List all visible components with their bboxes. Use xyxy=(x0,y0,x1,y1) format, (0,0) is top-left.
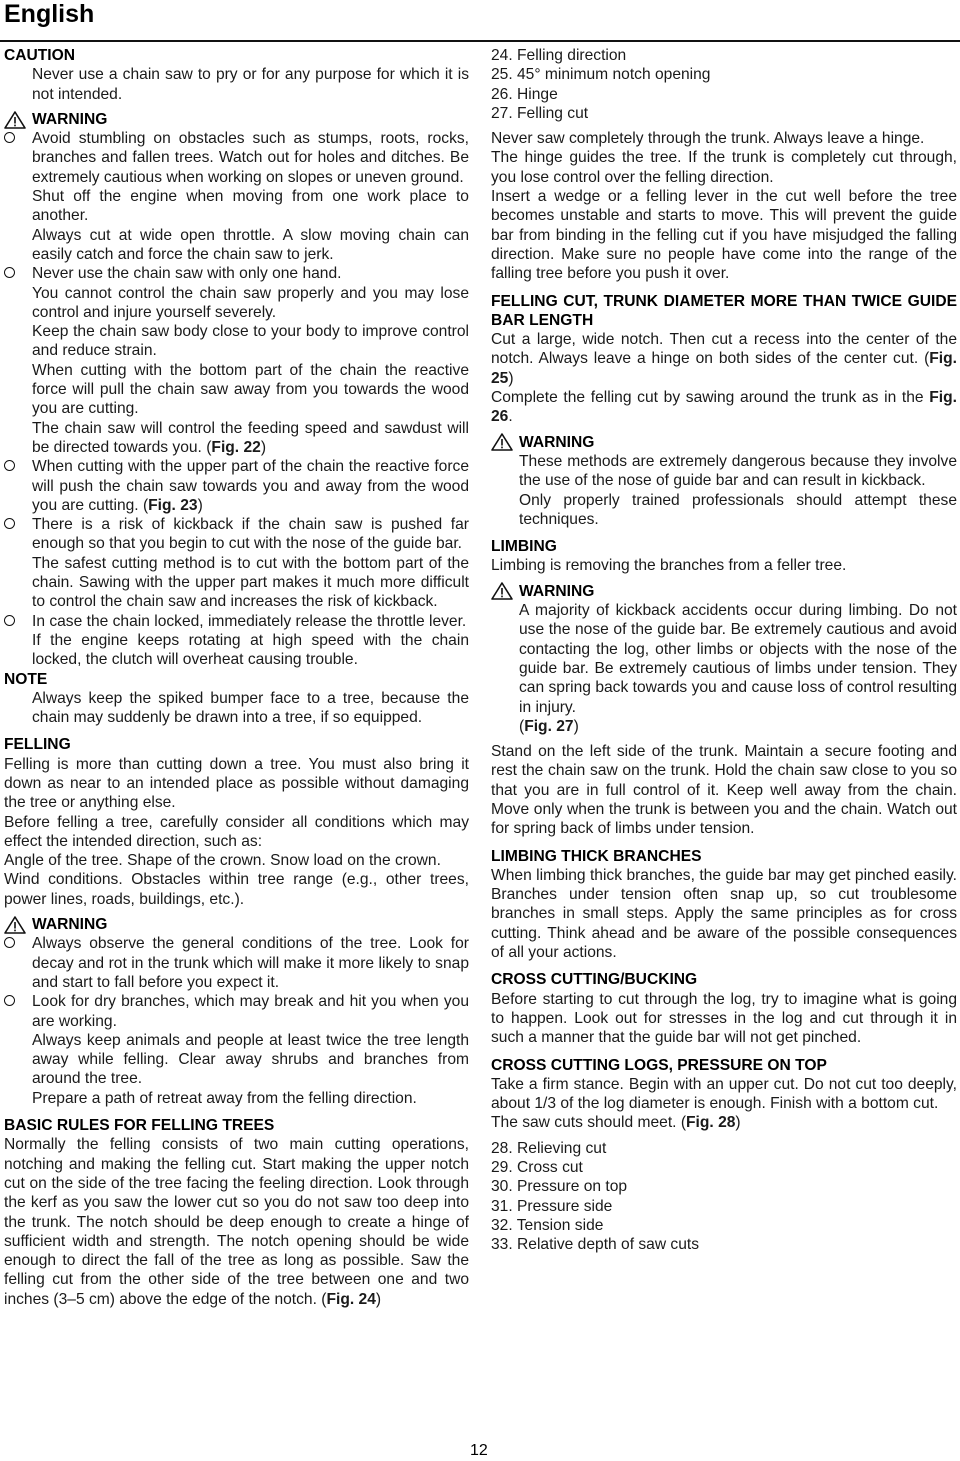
limbing-thick-heading: LIMBING THICK BRANCHES xyxy=(491,847,702,865)
paragraph: The safest cutting method is to cut with the bottom part of the chain. Sawing with the upper part makes it much more difficult to control the chain saw and increases the risk of kickback. xyxy=(32,554,469,611)
bullet-item: There is a risk of kickback if the chain saw is pushed far enough so that you begin to cut with the nose of the guide bar. xyxy=(4,515,469,554)
warning-triangle-icon xyxy=(4,916,26,934)
paragraph: Always keep animals and people at least twice the tree length away while felling. Clear away shrubs and branches from around the tree. xyxy=(32,1031,469,1088)
note-heading: NOTE xyxy=(4,670,48,688)
paragraph: Only properly trained professionals should attempt these techniques. xyxy=(519,491,957,528)
pressure-on-top-heading: CROSS CUTTING LOGS, PRESSURE ON TOP xyxy=(491,1056,827,1074)
list-item: 27. Felling cut xyxy=(491,104,589,122)
bullet-item: Always observe the general conditions of the tree. Look for decay and rot in the trunk which will make it more likely to snap and start to fall before you expect it. xyxy=(4,934,469,992)
felling-heading: FELLING xyxy=(4,736,71,754)
paragraph: Take a firm stance. Begin with an upper cut. Do not cut too deeply, about 1/3 of the log diameter is enough. Finish with a bottom cut. xyxy=(491,1075,957,1113)
paragraph: Stand on the left side of the trunk. Maintain a secure footing and rest the chain saw on the trunk. Hold the chain saw close to you so that you are in full control of it. Keep well away from the chain. Move only when the trunk is between you and the chain. Watch out for spring back of limbs under tension. xyxy=(491,743,957,838)
list-item: 26. Hinge xyxy=(491,85,558,103)
paragraph: If the engine keeps rotating at high speed with the chain locked, the clutch will overheat causing trouble. xyxy=(32,631,469,669)
cross-cutting-heading: CROSS CUTTING/BUCKING xyxy=(491,971,698,989)
list-item: 32. Tension side xyxy=(491,1216,604,1234)
paragraph: Keep the chain saw body close to your body to improve control and reduce strain. xyxy=(32,323,469,360)
list-item: 31. Pressure side xyxy=(491,1197,613,1215)
list-item: 24. Felling direction xyxy=(491,47,627,64)
note-text: Always keep the spiked bumper face to a tree, because the chain may suddenly be drawn into a tree, if so equipped. xyxy=(32,689,469,727)
left-column xyxy=(4,46,469,1309)
caution-heading: CAUTION xyxy=(4,47,76,64)
warning-label: WARNING xyxy=(519,582,595,600)
paragraph: Prepare a path of retreat away from the felling direction. xyxy=(32,1089,417,1107)
paragraph: Insert a wedge or a felling lever in the cut well before the tree becomes unstable and starts to move. This will prevent the guide bar from binding in the felling cut if you have misjudged the falling direction. Make sure no people have come into the range of the falling tree before you push it over. xyxy=(491,188,957,283)
figure-reference: Fig. 24 xyxy=(326,1290,376,1308)
paragraph: Never saw completely through the trunk. Always leave a hinge. xyxy=(491,130,925,148)
list-item: 29. Cross cut xyxy=(491,1159,583,1177)
warning-triangle-icon xyxy=(491,582,513,600)
paragraph: The chain saw will control the feeding speed and sawdust will be directed towards you. (Fig. 22) xyxy=(32,419,469,456)
paragraph: Always cut at wide open throttle. A slow moving chain can easily catch and force the chain saw to jerk. xyxy=(32,226,469,263)
list-item: 25. 45° minimum notch opening xyxy=(491,66,711,84)
bullet-item: In case the chain locked, immediately release the throttle lever. xyxy=(4,612,469,631)
basic-rules-heading: BASIC RULES FOR FELLING TREES xyxy=(4,1117,275,1135)
bullet-item: Never use the chain saw with only one hand. xyxy=(4,264,469,283)
bullet-item: Look for dry branches, which may break and hit you when you are working. xyxy=(4,992,469,1031)
figure-reference: Fig. 25 xyxy=(491,350,957,387)
warning-heading xyxy=(4,915,469,934)
figure-reference: Fig. 26 xyxy=(491,389,957,426)
paragraph: When cutting with the bottom part of the chain the reactive force will pull the chain saw away from you towards the wood you are cutting. xyxy=(32,361,469,418)
paragraph: (Fig. 27) xyxy=(519,717,579,735)
paragraph: Wind conditions. Obstacles within tree range (e.g., other trees, power lines, roads, buildings, etc.). xyxy=(4,871,469,908)
page-header xyxy=(0,0,960,42)
warning-label: WARNING xyxy=(519,433,595,451)
paragraph: The saw cuts should meet. (Fig. 28) xyxy=(491,1114,741,1132)
warning-heading xyxy=(4,110,469,129)
warning-triangle-icon xyxy=(491,433,513,451)
warning-triangle-icon xyxy=(4,111,26,129)
page-number: 12 xyxy=(470,1442,488,1459)
paragraph: Felling is more than cutting down a tree. You must also bring it down as near to an intended place as possible without damaging the tree or anything else. xyxy=(4,755,469,812)
paragraph: Before starting to cut through the log, try to imagine what is going to happen. Look out for stresses in the log and cut through it in such a manner that the guide bar will not get pinched. xyxy=(491,990,957,1047)
bullet-item: When cutting with the upper part of the chain the reactive force will push the chain saw towards you and away from the wood you are cutting. (Fig. 23) xyxy=(4,457,469,515)
language-label: English xyxy=(4,0,95,28)
warning-label: WARNING xyxy=(32,110,108,128)
warning-label: WARNING xyxy=(32,916,108,934)
paragraph: These methods are extremely dangerous because they involve the use of the nose of guide bar and can result in kickback. xyxy=(519,452,957,490)
figure-reference: Fig. 22 xyxy=(211,438,261,456)
paragraph: You cannot control the chain saw properly and you may lose control and injure yourself severely. xyxy=(32,284,469,321)
paragraph: Cut a large, wide notch. Then cut a recess into the center of the notch. Always leave a hinge on both sides of the center cut. (Fig. 25) xyxy=(491,331,957,387)
paragraph: The hinge guides the tree. If the trunk is completely cut through, you lose control over the felling direction. xyxy=(491,149,957,186)
list-item: 28. Relieving cut xyxy=(491,1139,607,1157)
paragraph: Normally the felling consists of two main cutting operations, notching and making the felling cut. Start making the upper notch cut on the side of the tree facing the feeling direction. Look through the kerf as you saw the lower cut so you do not saw too deep into the trunk. The notch should be deep enough to create a hinge of sufficient width and strength. The notch opening should be wide enough to direct the fall of the tree as long as possible. Saw the felling cut from the other side of the tree between one and two inches (3–5 cm) above the edge of the notch. (Fig. 24) xyxy=(4,1136,469,1308)
caution-text: Never use a chain saw to pry or for any purpose for which it is not intended. xyxy=(32,66,469,103)
paragraph: Shut off the engine when moving from one work place to another. xyxy=(32,188,469,225)
paragraph: When limbing thick branches, the guide bar may get pinched easily. Branches under tension often snap up, so cut troublesome branches in small steps. Apply the same principles as for cross cutting. Think ahead and be aware of the possible consequences of all your actions. xyxy=(491,866,957,962)
paragraph: Limbing is removing the branches from a feller tree. xyxy=(491,557,847,575)
warning-heading xyxy=(491,433,957,452)
list-item: 33. Relative depth of saw cuts xyxy=(491,1236,700,1254)
paragraph: Complete the felling cut by sawing around the trunk as in the Fig. 26. xyxy=(491,389,957,426)
limbing-heading: LIMBING xyxy=(491,538,557,556)
list-item: 30. Pressure on top xyxy=(491,1178,628,1196)
warning-heading xyxy=(491,582,957,601)
bullet-item: Avoid stumbling on obstacles such as stumps, roots, rocks, branches and fallen trees. Watch out for holes and ditches. Be extremely cautious when working on slopes or uneven ground. xyxy=(4,129,469,187)
paragraph: A majority of kickback accidents occur during limbing. Do not use the nose of the guide bar. Be extremely cautious and avoid contacting the log, other limbs or objects with the nose of the guide bar. Be extremely cautious of limbs under tension. They can spring back towards you and cause loss of control resulting in injury. xyxy=(519,602,957,716)
felling-cut-heading: FELLING CUT, TRUNK DIAMETER MORE THAN TWICE GUIDE BAR LENGTH xyxy=(491,292,957,329)
figure-reference: Fig. 23 xyxy=(148,496,198,514)
paragraph: Angle of the tree. Shape of the crown. Snow load on the crown. xyxy=(4,852,441,870)
paragraph: Before felling a tree, carefully consider all conditions which may effect the intended direction, such as: xyxy=(4,813,469,850)
right-column xyxy=(491,46,957,1255)
figure-reference: Fig. 28 xyxy=(686,1114,736,1132)
figure-reference: Fig. 27 xyxy=(524,717,574,735)
